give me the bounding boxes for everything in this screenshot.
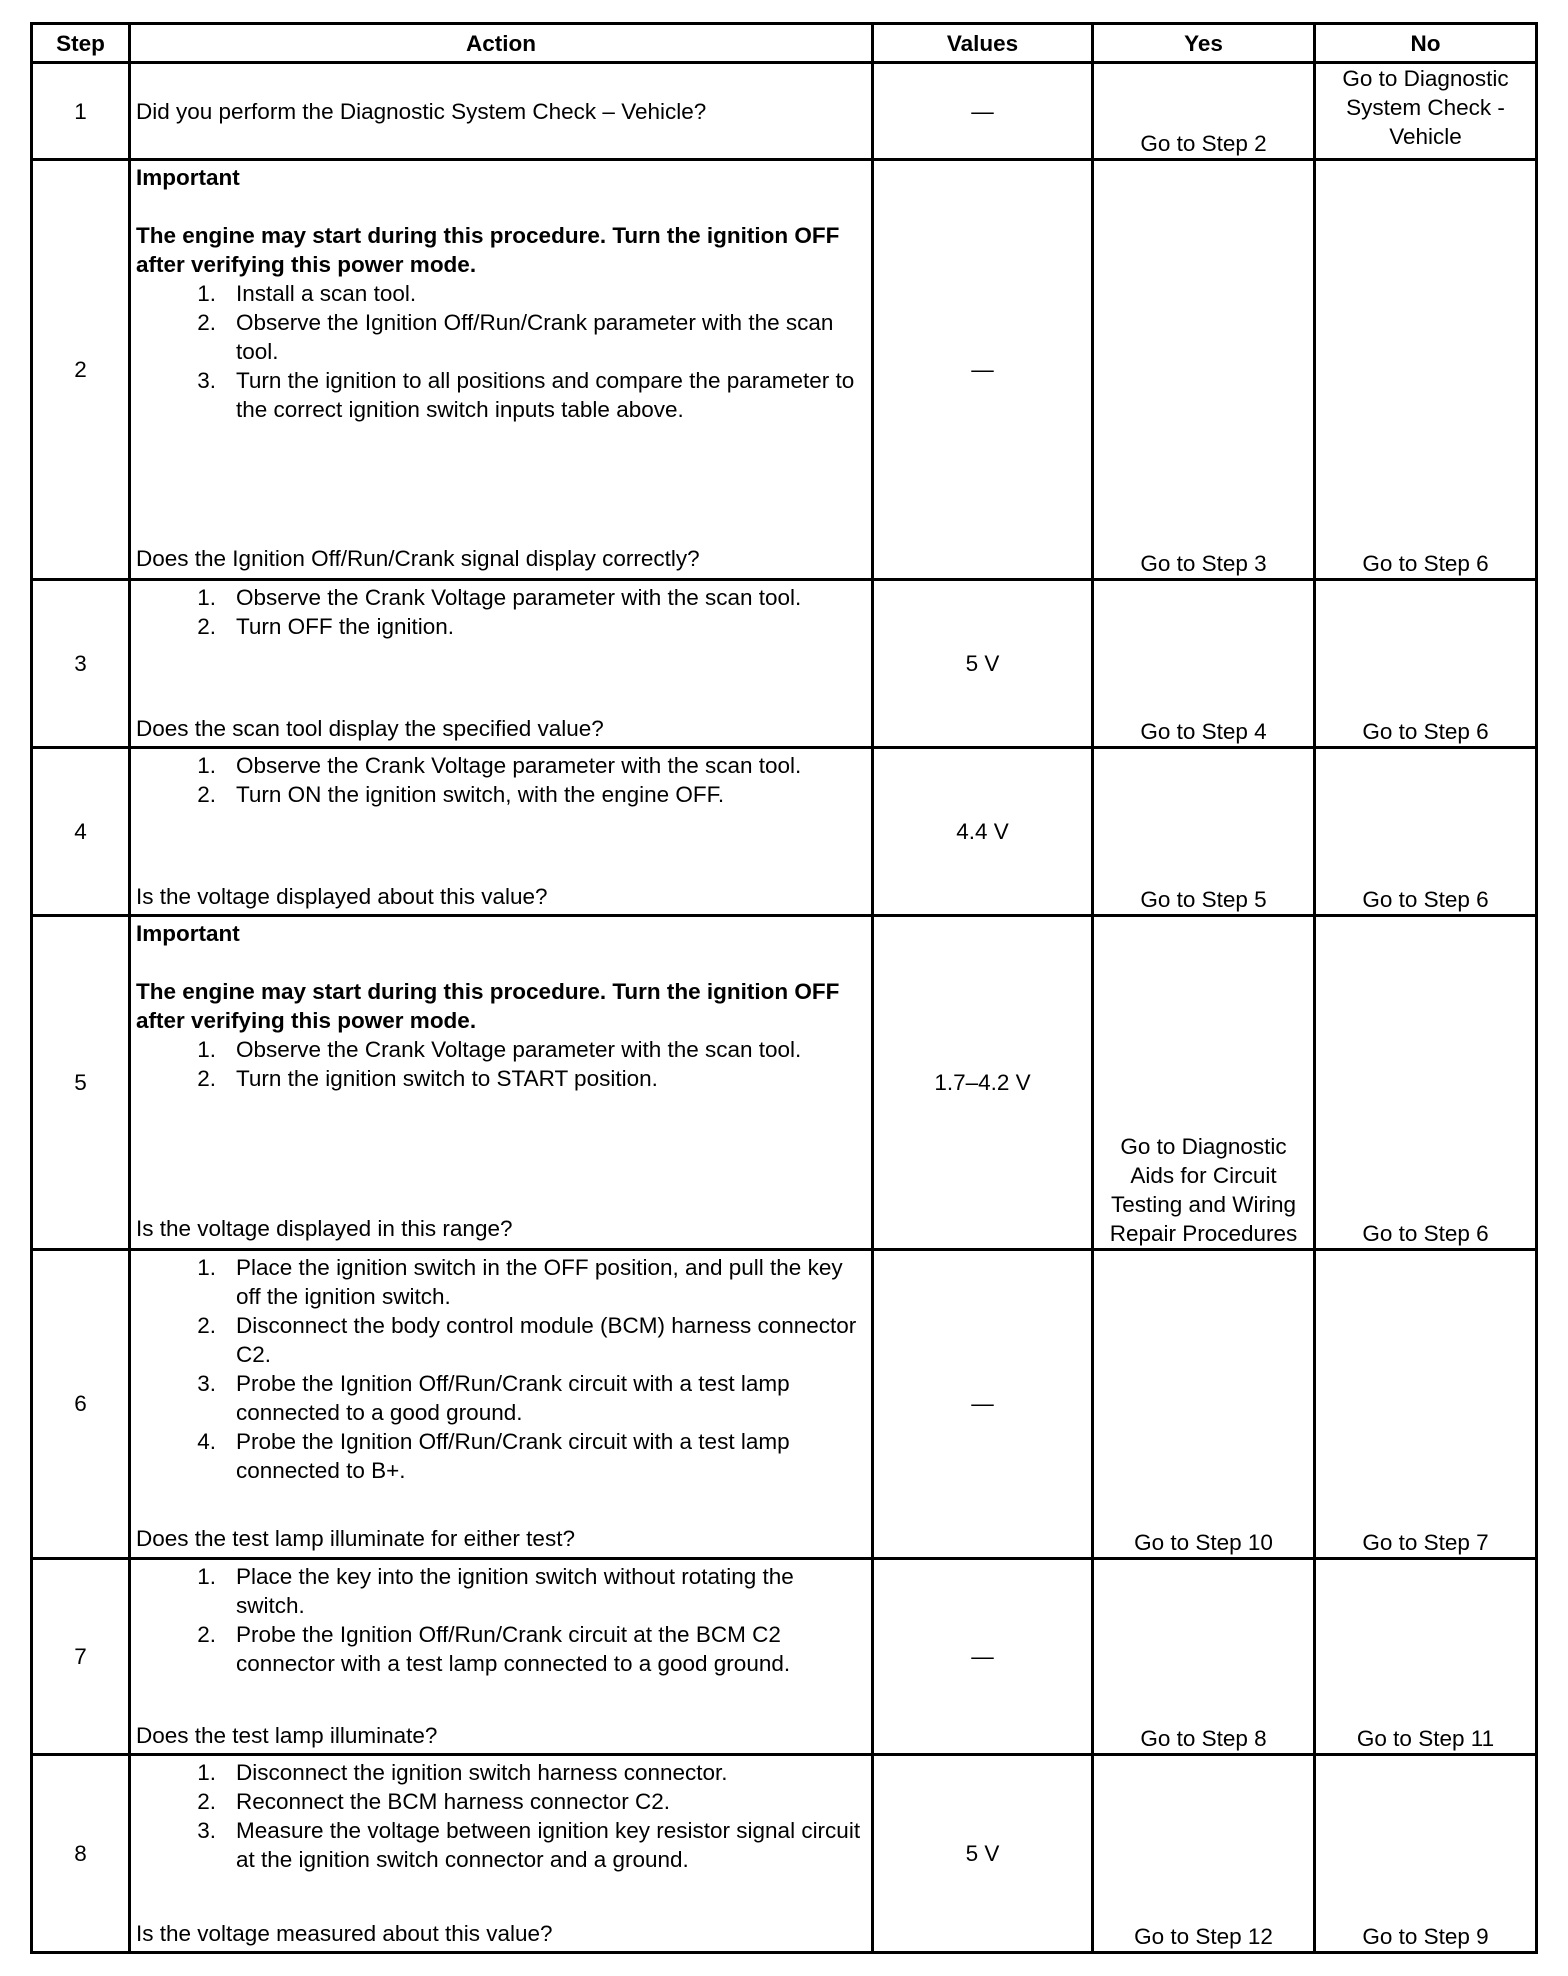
list-item-text: Disconnect the ignition switch harness connector. (236, 1759, 728, 1785)
table-row (32, 748, 1537, 916)
table-row (32, 63, 1537, 160)
no-link[interactable]: Go to Step 6 (1315, 160, 1537, 580)
list-item-text: Install a scan tool. (236, 281, 417, 307)
yes-link[interactable]: Go to Step 10 (1093, 1249, 1315, 1558)
list-item-number: 1. (197, 753, 216, 779)
list-item-text: Turn the ignition to all positions and compare the parameter to the correct ignition switch inputs table above. (236, 368, 855, 423)
list-item-number: 2. (197, 782, 216, 808)
no-link[interactable]: Go to Step 9 (1315, 1754, 1537, 1952)
list-item-number: 1. (197, 1759, 216, 1785)
list-item-text: Observe the Crank Voltage parameter with the scan tool. (236, 1036, 802, 1062)
step-number: 2 (32, 160, 130, 580)
value-cell: — (873, 63, 1093, 160)
list-item (136, 1562, 867, 1620)
value-cell: — (873, 1558, 1093, 1754)
step-number: 3 (32, 580, 130, 748)
important-label: Important (136, 165, 240, 191)
list-item (136, 780, 867, 809)
list-item-text: Turn the ignition switch to START position. (236, 1065, 658, 1091)
list-item-text: Observe the Crank Voltage parameter with the scan tool. (236, 753, 802, 779)
no-link[interactable]: Go to Step 6 (1315, 748, 1537, 916)
step-question: Does the Ignition Off/Run/Crank signal display correctly? (136, 546, 700, 572)
list-item-number: 1. (197, 585, 216, 611)
procedure-list (136, 1758, 867, 1874)
table-row (32, 1558, 1537, 1754)
value-cell: 4.4 V (873, 748, 1093, 916)
list-item-number: 1. (197, 1036, 216, 1062)
table-row (32, 580, 1537, 748)
list-item-text: Reconnect the BCM harness connector C2. (236, 1788, 670, 1814)
step-number: 8 (32, 1754, 130, 1952)
table-row (32, 1249, 1537, 1558)
procedure-list (136, 1035, 867, 1093)
list-item (136, 1311, 867, 1369)
action-cell (130, 1249, 873, 1558)
list-item (136, 1427, 867, 1485)
action-cell (130, 915, 873, 1249)
list-item (136, 612, 867, 641)
list-item-number: 4. (197, 1428, 216, 1454)
header-no: No (1315, 24, 1537, 63)
list-item-number: 2. (197, 1065, 216, 1091)
list-item-number: 2. (197, 1312, 216, 1338)
list-item-number: 1. (197, 1563, 216, 1589)
list-item-number: 1. (197, 281, 216, 307)
value-cell: — (873, 160, 1093, 580)
no-link[interactable]: Go to Step 6 (1315, 580, 1537, 748)
list-item (136, 1035, 867, 1064)
step-question: Did you perform the Diagnostic System Check – Vehicle? (136, 98, 707, 124)
yes-link[interactable]: Go to Diagnostic Aids for Circuit Testing and Wiring Repair Procedures (1093, 915, 1315, 1249)
list-item-text: Disconnect the body control module (BCM) harness connector C2. (236, 1312, 857, 1367)
step-question: Does the test lamp illuminate? (136, 1722, 438, 1748)
yes-link[interactable]: Go to Step 4 (1093, 580, 1315, 748)
action-cell (130, 160, 873, 580)
no-link[interactable]: Go to Diagnostic System Check - Vehicle (1315, 63, 1537, 160)
list-item (136, 751, 867, 780)
list-item (136, 1816, 867, 1874)
procedure-list (136, 1562, 867, 1678)
list-item-number: 3. (197, 1370, 216, 1396)
step-question: Is the voltage displayed about this value? (136, 884, 548, 910)
action-cell (130, 63, 873, 160)
table-body (32, 63, 1537, 1953)
procedure-list (136, 1253, 867, 1485)
step-question: Does the scan tool display the specified value? (136, 716, 604, 742)
header-yes: Yes (1093, 24, 1315, 63)
list-item (136, 1620, 867, 1678)
list-item-text: Probe the Ignition Off/Run/Crank circuit with a test lamp connected to a good ground. (236, 1370, 790, 1425)
header-row (32, 24, 1537, 63)
action-cell (130, 580, 873, 748)
diagnostic-table (30, 22, 1538, 1954)
list-item (136, 1787, 867, 1816)
header-step: Step (32, 24, 130, 63)
list-item (136, 308, 867, 366)
step-number: 4 (32, 748, 130, 916)
step-number: 1 (32, 63, 130, 160)
yes-link[interactable]: Go to Step 5 (1093, 748, 1315, 916)
list-item (136, 279, 867, 308)
action-cell (130, 1558, 873, 1754)
list-item (136, 583, 867, 612)
list-item-text: Turn OFF the ignition. (236, 614, 455, 640)
list-item-number: 2. (197, 614, 216, 640)
list-item-text: Probe the Ignition Off/Run/Crank circuit with a test lamp connected to B+. (236, 1428, 790, 1483)
list-item-number: 1. (197, 1254, 216, 1280)
step-number: 7 (32, 1558, 130, 1754)
header-values: Values (873, 24, 1093, 63)
list-item (136, 1369, 867, 1427)
step-number: 5 (32, 915, 130, 1249)
action-cell (130, 1754, 873, 1952)
no-link[interactable]: Go to Step 7 (1315, 1249, 1537, 1558)
list-item-number: 2. (197, 1788, 216, 1814)
step-question: Is the voltage displayed in this range? (136, 1215, 513, 1241)
list-item-text: Probe the Ignition Off/Run/Crank circuit at the BCM C2 connector with a test lamp connected to a good ground. (236, 1621, 791, 1676)
value-cell: 5 V (873, 1754, 1093, 1952)
list-item-text: Place the key into the ignition switch without rotating the switch. (236, 1563, 794, 1618)
list-item-text: Turn ON the ignition switch, with the engine OFF. (236, 782, 725, 808)
list-item-text: Observe the Ignition Off/Run/Crank parameter with the scan tool. (236, 310, 834, 365)
list-item (136, 366, 867, 424)
header-action: Action (130, 24, 873, 63)
list-item-text: Place the ignition switch in the OFF position, and pull the key off the ignition switch. (236, 1254, 843, 1309)
value-cell: 1.7–4.2 V (873, 915, 1093, 1249)
important-label: Important (136, 920, 240, 946)
important-note: The engine may start during this procedure. Turn the ignition OFF after verifying this power mode. (136, 223, 840, 278)
yes-link[interactable]: Go to Step 3 (1093, 160, 1315, 580)
table-row (32, 160, 1537, 580)
list-item-text: Observe the Crank Voltage parameter with the scan tool. (236, 585, 802, 611)
no-link[interactable]: Go to Step 6 (1315, 915, 1537, 1249)
procedure-list (136, 279, 867, 424)
step-question: Does the test lamp illuminate for either test? (136, 1525, 575, 1551)
step-number: 6 (32, 1249, 130, 1558)
value-cell: 5 V (873, 580, 1093, 748)
list-item (136, 1253, 867, 1311)
step-question: Is the voltage measured about this value? (136, 1920, 553, 1946)
action-cell (130, 748, 873, 916)
important-note: The engine may start during this procedure. Turn the ignition OFF after verifying this power mode. (136, 978, 840, 1033)
table-row (32, 915, 1537, 1249)
yes-link[interactable]: Go to Step 8 (1093, 1558, 1315, 1754)
list-item-number: 2. (197, 310, 216, 336)
list-item-number: 3. (197, 1817, 216, 1843)
yes-link[interactable]: Go to Step 2 (1093, 63, 1315, 160)
list-item (136, 1758, 867, 1787)
procedure-list (136, 751, 867, 809)
yes-link[interactable]: Go to Step 12 (1093, 1754, 1315, 1952)
table-row (32, 1754, 1537, 1952)
no-link[interactable]: Go to Step 11 (1315, 1558, 1537, 1754)
list-item (136, 1064, 867, 1093)
list-item-text: Measure the voltage between ignition key resistor signal circuit at the ignition switch connector and a ground. (236, 1817, 861, 1872)
procedure-list (136, 583, 867, 641)
list-item-number: 3. (197, 368, 216, 394)
value-cell: — (873, 1249, 1093, 1558)
list-item-number: 2. (197, 1621, 216, 1647)
